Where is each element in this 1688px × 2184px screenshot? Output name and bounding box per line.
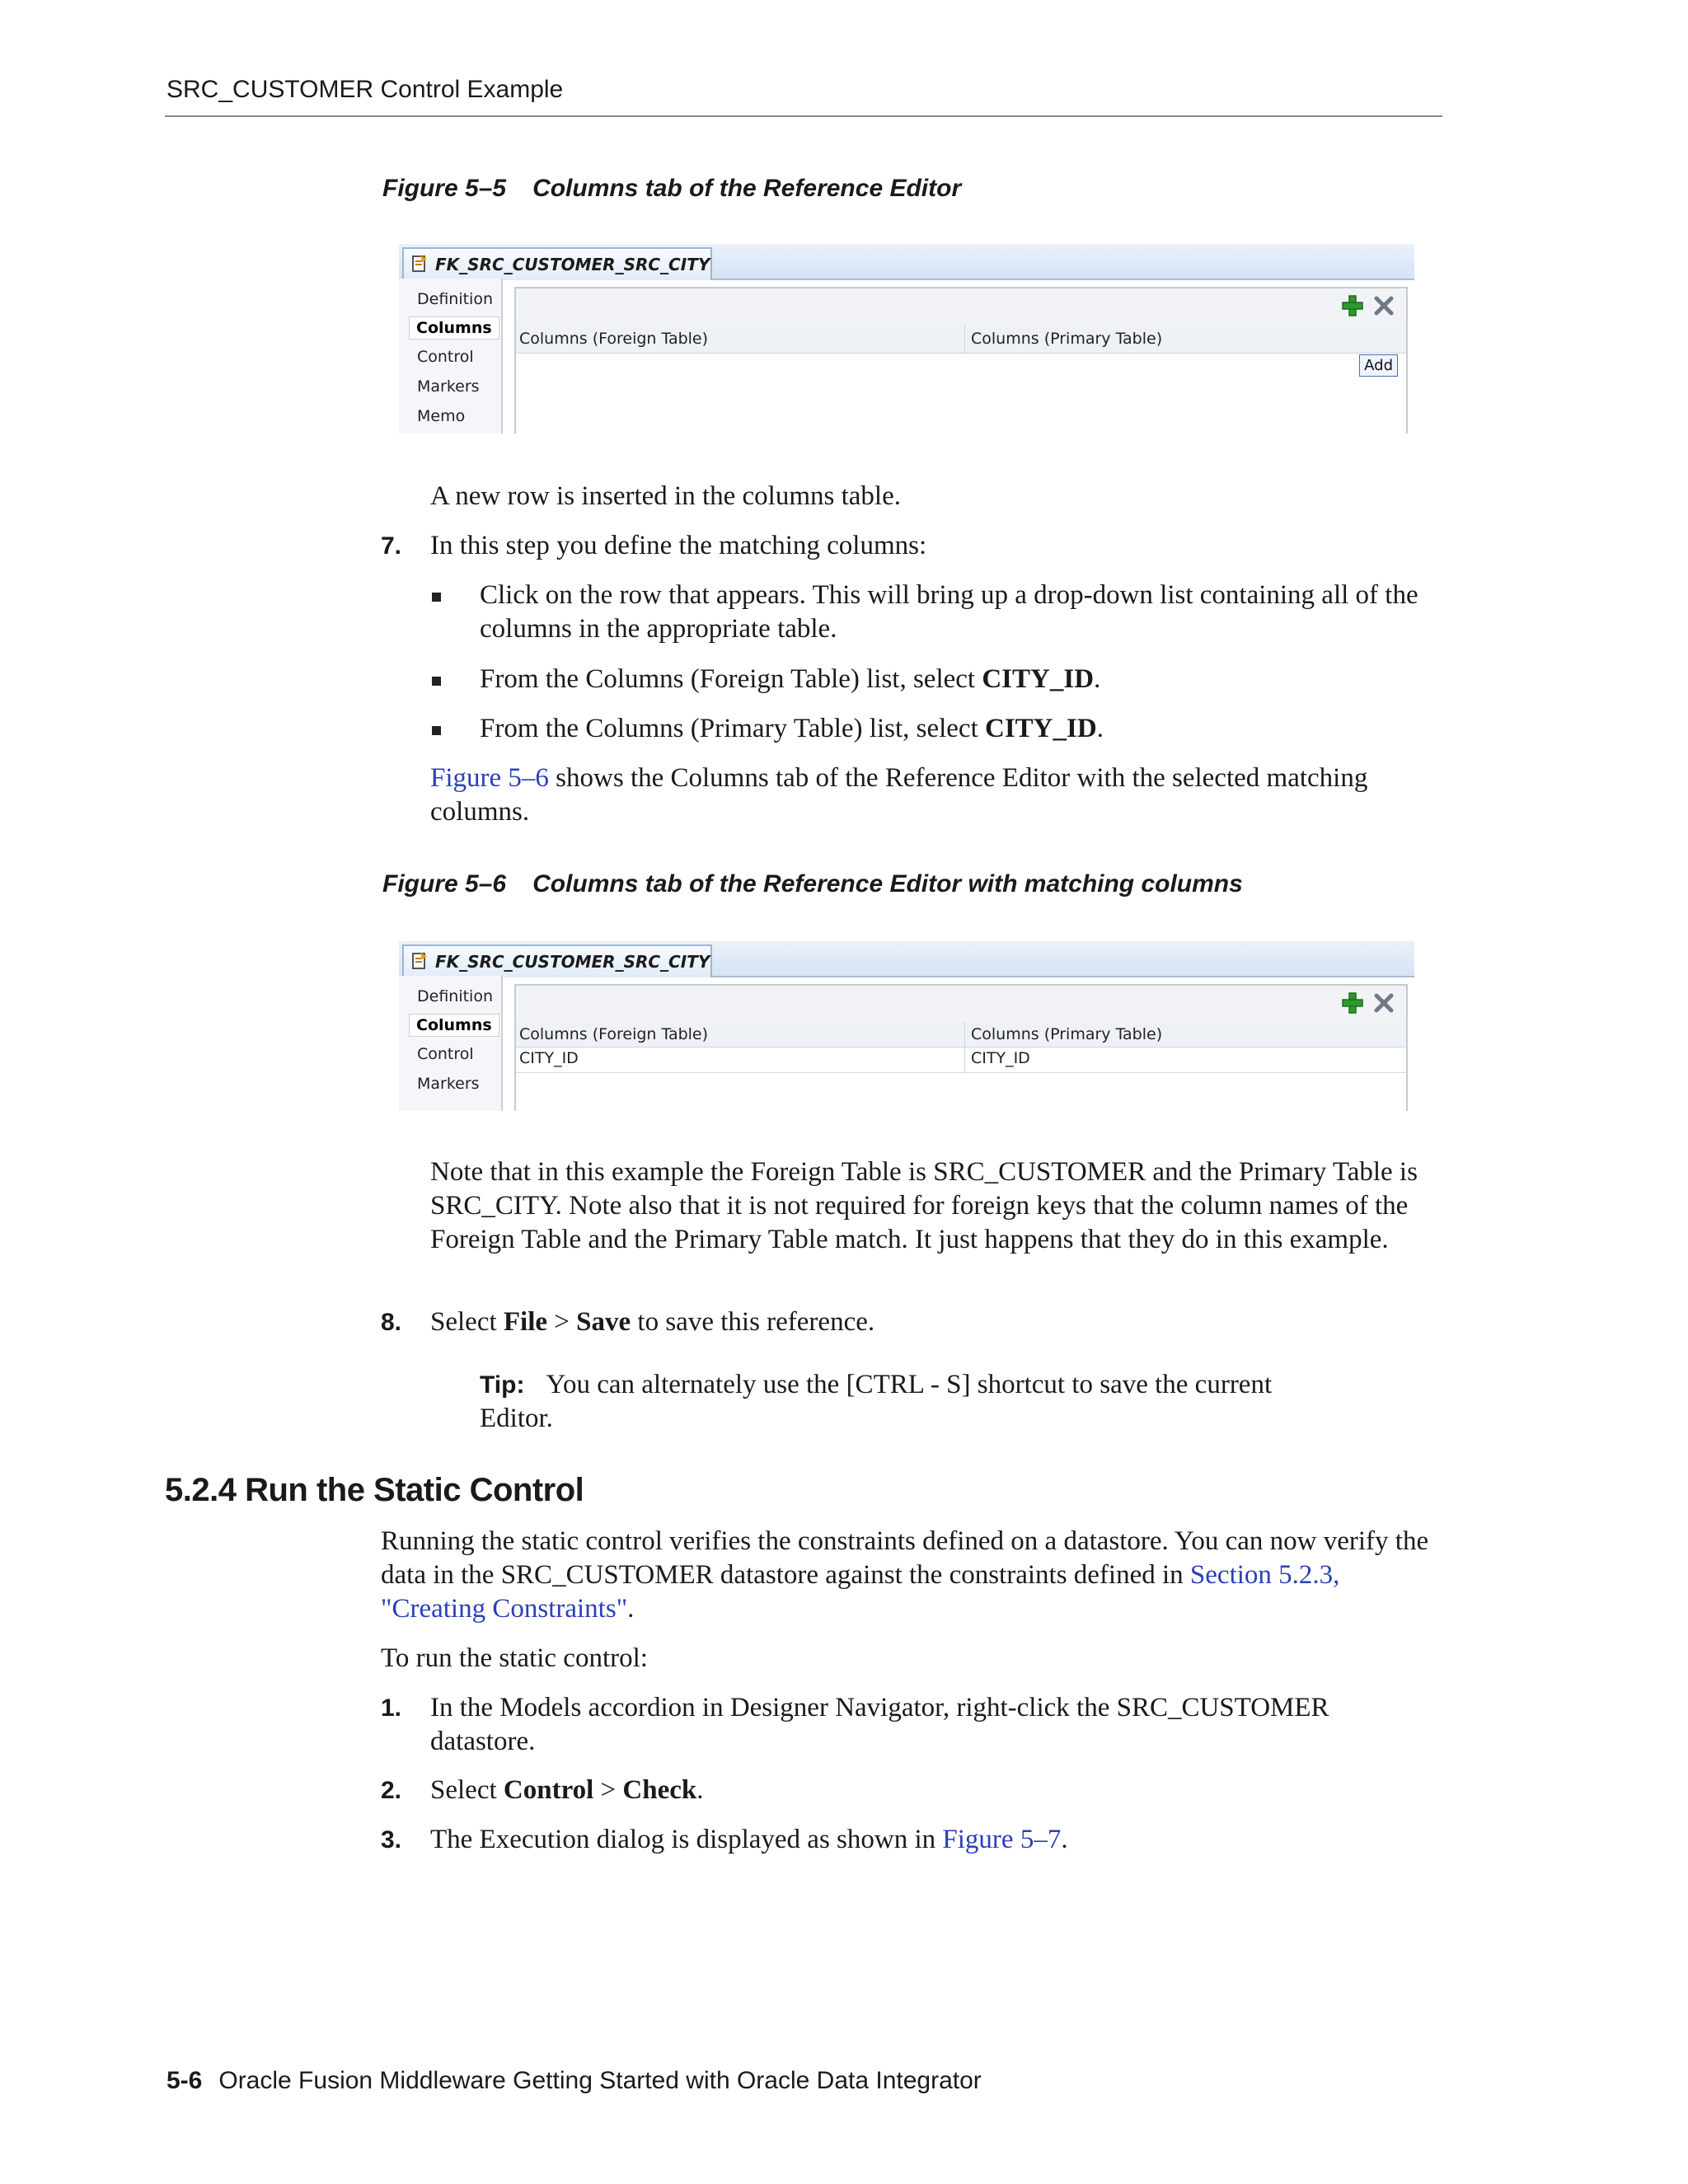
columns-table-header: [516, 1022, 1406, 1047]
step-number: 3.: [381, 1826, 402, 1854]
add-tooltip: Add: [1359, 354, 1398, 377]
col-separator: [964, 1047, 965, 1072]
step-text-part: >: [547, 1307, 577, 1337]
figure-5-7-link[interactable]: Figure 5–7: [942, 1825, 1062, 1854]
side-tab-memo[interactable]: Memo: [417, 407, 466, 425]
side-tab-markers[interactable]: Markers: [417, 1075, 480, 1093]
plus-icon[interactable]: [1340, 293, 1365, 318]
columns-table-header: [516, 325, 1406, 354]
menu-item-check: Check: [622, 1775, 697, 1805]
editor-tab[interactable]: [402, 944, 712, 977]
step-number: 8.: [381, 1309, 402, 1336]
figure-title: Columns tab of the Reference Editor with matching columns: [532, 870, 1243, 898]
side-tab-definition[interactable]: Definition: [417, 290, 494, 308]
tip-label: Tip:: [480, 1371, 525, 1399]
bullet: [432, 726, 441, 735]
col-header-foreign[interactable]: Columns (Foreign Table): [519, 1025, 709, 1043]
editor-tabbar: [399, 941, 1414, 977]
menu-name-file: File: [503, 1307, 548, 1337]
lead-paragraph: To run the static control:: [381, 1643, 648, 1673]
side-tab-control[interactable]: Control: [417, 348, 474, 366]
columns-toolbar: [516, 288, 1406, 326]
step-text: [430, 1774, 704, 1807]
step-text-part: .: [696, 1775, 704, 1805]
paragraph-text: .: [627, 1594, 635, 1624]
side-tab-columns[interactable]: Columns: [409, 1014, 499, 1037]
step-number: 7.: [381, 532, 402, 560]
bullet: [432, 593, 441, 602]
bullet-bold: CITY_ID: [985, 714, 1097, 743]
bullet-text-part: .: [1094, 664, 1101, 694]
step-text: [430, 1823, 1068, 1857]
figure-number: Figure 5–5: [382, 175, 507, 202]
figure-5-6-link[interactable]: Figure 5–6: [430, 763, 549, 793]
bullet: [432, 677, 441, 686]
paragraph-text: Running the static control verifies the constraints defined on a datastore. You can now verify the data in the SRC_CUSTOMER datastore against the constraints defined in: [381, 1526, 1429, 1590]
section-intro-paragraph: [381, 1525, 1436, 1626]
side-tab-markers[interactable]: Markers: [417, 377, 480, 396]
columns-panel: [514, 984, 1408, 1111]
side-tab-control[interactable]: Control: [417, 1045, 474, 1063]
figure-5-5-screenshot: [399, 244, 1414, 434]
col-separator: [964, 325, 965, 353]
columns-panel: [514, 287, 1408, 434]
cell-foreign-column[interactable]: CITY_ID: [519, 1049, 579, 1067]
plus-icon[interactable]: [1340, 991, 1365, 1015]
menu-item-save: Save: [576, 1307, 631, 1337]
step-text-part: The Execution dialog is displayed as shown in: [430, 1825, 943, 1854]
step-text: In the Models accordion in Designer Navigator, right-click the SRC_CUSTOMER datastore.: [430, 1693, 1329, 1756]
cell-primary-column[interactable]: CITY_ID: [971, 1049, 1030, 1067]
col-header-primary[interactable]: Columns (Primary Table): [971, 1025, 1163, 1043]
step-text-part: >: [593, 1775, 623, 1805]
paragraph-text: shows the Columns tab of the Reference Editor with the selected matching columns.: [430, 763, 1368, 827]
page-footer: [166, 2067, 982, 2095]
figure-title: Columns tab of the Reference Editor: [532, 175, 962, 202]
editor-tabbar: [399, 244, 1414, 280]
paragraph-new-row: A new row is inserted in the columns table.: [430, 481, 901, 511]
editor-sidenav: [399, 976, 503, 1111]
tip-box: [480, 1368, 1296, 1436]
step-number: 1.: [381, 1694, 402, 1722]
header-rule: [165, 115, 1442, 117]
col-header-primary[interactable]: Columns (Primary Table): [971, 330, 1163, 348]
step-8-text: [430, 1305, 874, 1339]
col-separator: [964, 1022, 965, 1047]
editor-tab[interactable]: [402, 247, 712, 280]
note-paragraph: Note that in this example the Foreign Table is SRC_CUSTOMER and the Primary Table is SRC_CITY. Note also that it is not required for foreign keys that the column names of the Foreign Table and the Primary Table match. It just happens that they do in this example.: [430, 1157, 1418, 1254]
figure-5-6-reference-paragraph: [430, 762, 1378, 829]
bullet-text: Click on the row that appears. This will bring up a drop-down list containing all of the columns in the appropriate table.: [480, 580, 1418, 644]
table-row[interactable]: [516, 1047, 1406, 1073]
figure-number: Figure 5–6: [382, 870, 507, 898]
bullet-bold: CITY_ID: [982, 664, 1095, 694]
bullet-text-part: From the Columns (Foreign Table) list, select: [480, 664, 982, 694]
step-text-part: .: [1061, 1825, 1068, 1854]
step-text-part: to save this reference.: [631, 1307, 875, 1337]
editor-sidenav: [399, 279, 503, 434]
figure-5-6-caption: [382, 870, 1243, 898]
step-text-part: Select: [430, 1775, 504, 1805]
editor-tab-label: FK_SRC_CUSTOMER_SRC_CITY: [435, 255, 710, 274]
menu-name-control: Control: [503, 1775, 594, 1805]
book-title: Oracle Fusion Middleware Getting Started with Oracle Data Integrator: [218, 2067, 982, 2094]
bullet-text: [480, 712, 1104, 746]
reference-icon: [410, 254, 429, 274]
figure-5-5-caption: [382, 175, 961, 203]
bullet-text-part: .: [1096, 714, 1104, 743]
close-icon[interactable]: [1372, 991, 1396, 1015]
step-text-part: Select: [430, 1307, 504, 1337]
reference-icon: [410, 951, 429, 971]
col-header-foreign[interactable]: Columns (Foreign Table): [519, 330, 709, 348]
tip-text: You can alternately use the [CTRL - S] shortcut to save the current Editor.: [480, 1370, 1273, 1433]
columns-toolbar: [516, 986, 1406, 1023]
side-tab-columns[interactable]: Columns: [409, 316, 499, 340]
step-number: 2.: [381, 1777, 402, 1804]
running-header: SRC_CUSTOMER Control Example: [166, 76, 564, 103]
figure-5-6-screenshot: [399, 941, 1414, 1111]
editor-tab-label: FK_SRC_CUSTOMER_SRC_CITY: [435, 952, 710, 972]
close-icon[interactable]: [1372, 293, 1396, 318]
bullet-text-part: From the Columns (Primary Table) list, select: [480, 714, 985, 743]
page-number: 5-6: [166, 2067, 203, 2094]
section-link[interactable]: Section 5.2.3, "Creating Constraints": [381, 1560, 1340, 1624]
section-heading: 5.2.4 Run the Static Control: [165, 1472, 584, 1508]
step-7-text: In this step you define the matching columns:: [430, 531, 927, 560]
bullet-text: [480, 663, 1100, 696]
side-tab-definition[interactable]: Definition: [417, 987, 494, 1005]
